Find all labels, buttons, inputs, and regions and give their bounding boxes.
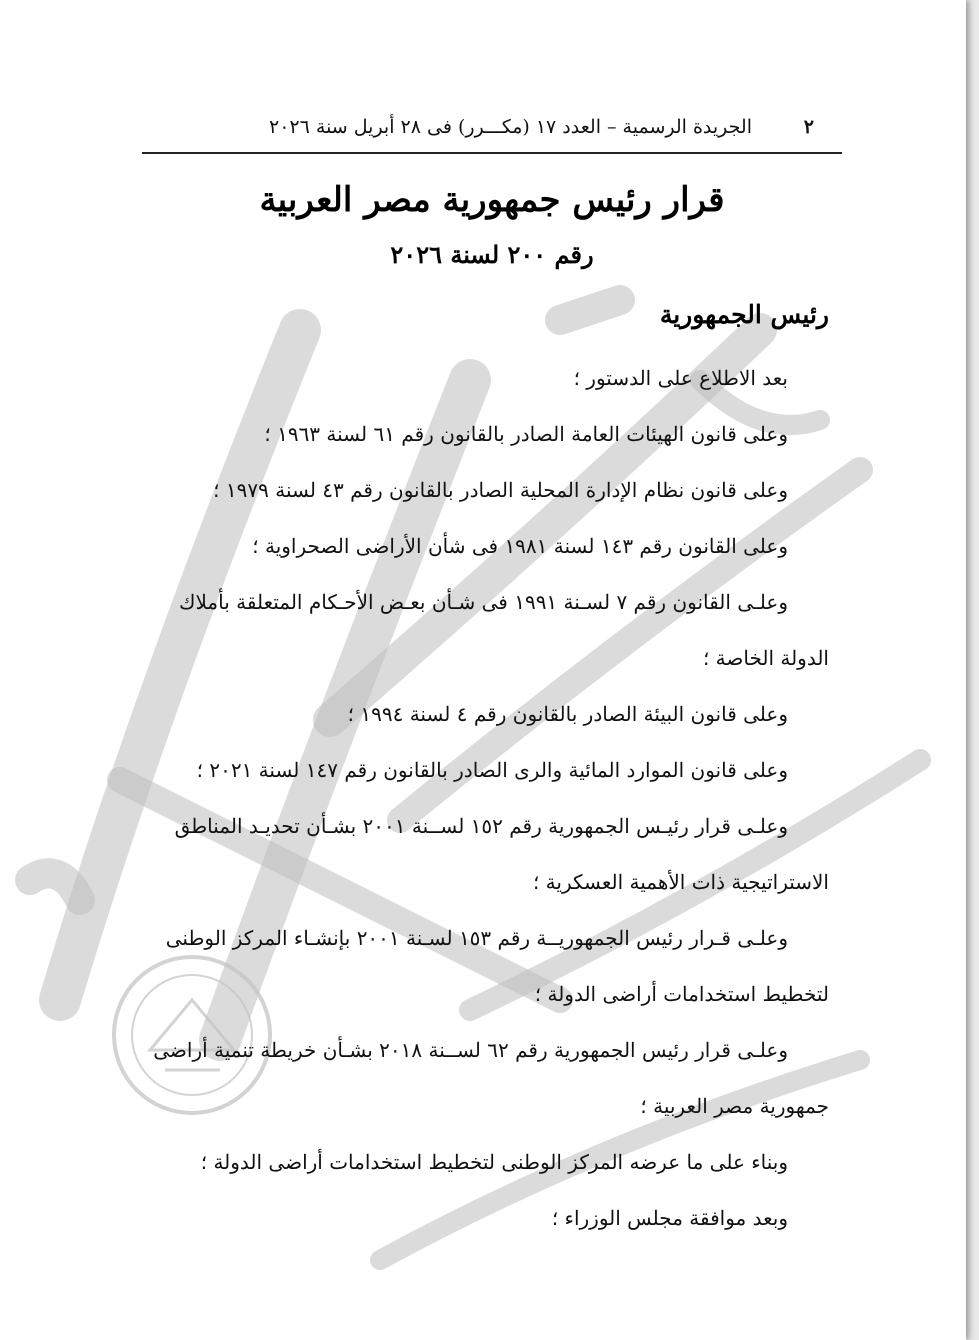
paragraph-line: وعلى القانون رقم ١٤٣ لسنة ١٩٨١ فى شأن الأراضى الصحراوية ؛ xyxy=(252,534,788,558)
decree-number: رقم ٢٠٠ لسنة ٢٠٢٦ xyxy=(390,240,594,269)
paragraph-line: الدولة الخاصة ؛ xyxy=(702,646,829,670)
paragraph-line: لتخطيط استخدامات أراضى الدولة ؛ xyxy=(534,982,829,1006)
page-number: ٢ xyxy=(803,116,814,138)
paragraph-line: وعلى قانون البيئة الصادر بالقانون رقم ٤ لسنة ١٩٩٤ ؛ xyxy=(347,702,788,726)
paragraph-line: وعلى قانون نظام الإدارة المحلية الصادر بالقانون رقم ٤٣ لسنة ١٩٧٩ ؛ xyxy=(213,478,788,502)
paragraph-line: بعد الاطلاع على الدستور ؛ xyxy=(573,366,788,390)
paragraph-line: وبناء على ما عرضه المركز الوطنى لتخطيط استخدامات أراضى الدولة ؛ xyxy=(200,1150,788,1174)
paragraph-line: وعلـى قـرار رئيس الجمهوريــة رقم ١٥٣ لسـنة ٢٠٠١ بإنشـاء المركز الوطنى xyxy=(165,926,788,950)
paragraph-line: وبعد موافقة مجلس الوزراء ؛ xyxy=(551,1206,788,1230)
paragraph-line: وعلـى القانون رقم ٧ لسـنة ١٩٩١ فى شـأن بعـض الأحـكام المتعلقة بأملاك xyxy=(178,590,788,614)
paragraph-line: الاستراتيجية ذات الأهمية العسكرية ؛ xyxy=(532,870,829,894)
running-header xyxy=(142,112,842,144)
decree-title: قرار رئيس جمهورية مصر العربية xyxy=(259,180,725,220)
paragraph-line: وعلـى قرار رئيـس الجمهورية رقم ١٥٢ لســنة ٢٠٠١ بشـأن تحديـد المناطق xyxy=(174,814,788,838)
paragraph-line: وعلى قانون الموارد المائية والرى الصادر بالقانون رقم ١٤٧ لسنة ٢٠٢١ ؛ xyxy=(196,758,788,782)
section-heading: رئيس الجمهورية xyxy=(659,300,829,329)
header-divider xyxy=(142,152,842,154)
paragraph-line: جمهورية مصر العربية ؛ xyxy=(640,1094,829,1118)
paragraph-line: وعلـى قرار رئيس الجمهورية رقم ٦٢ لســنة ٢٠١٨ بشـأن خريطة تنمية أراضى xyxy=(153,1038,788,1062)
gazette-header-text: الجريدة الرسمية – العدد ١٧ (مكـــرر) فى ٢٨ أبريل سنة ٢٠٢٦ xyxy=(269,116,752,138)
paragraph-line: وعلى قانون الهيئات العامة الصادر بالقانون رقم ٦١ لسنة ١٩٦٣ ؛ xyxy=(264,422,788,446)
